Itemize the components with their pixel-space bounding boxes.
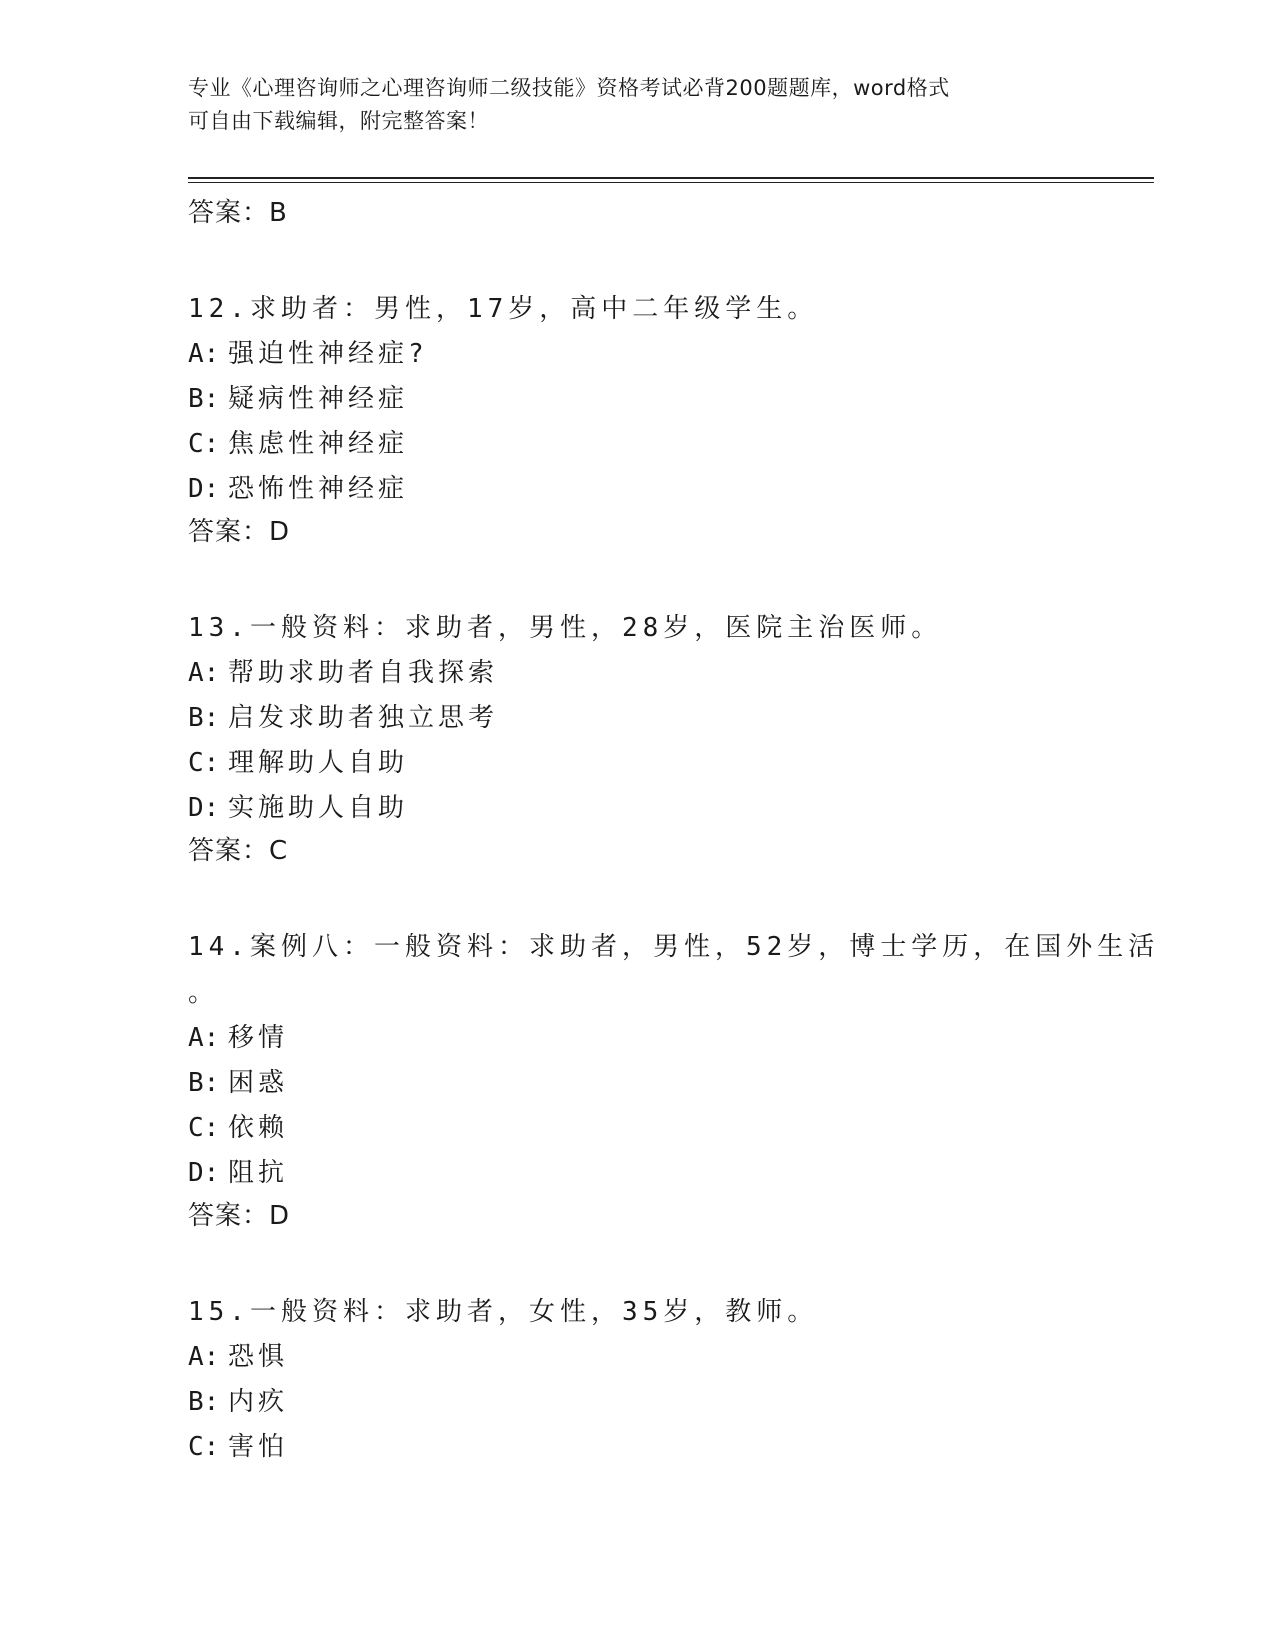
option-label: D: xyxy=(188,1158,220,1188)
option-a xyxy=(188,1335,1148,1380)
option-label: A: xyxy=(188,1342,220,1372)
option-text: 恐怖性神经症 xyxy=(228,474,409,504)
option-text: 强迫性神经症? xyxy=(228,339,428,369)
option-a xyxy=(188,651,1148,696)
option-c xyxy=(188,422,1148,467)
option-text: 理解助人自助 xyxy=(228,748,409,778)
header-divider-thin xyxy=(188,182,1154,183)
option-c xyxy=(188,1106,1148,1151)
option-label: B: xyxy=(188,384,220,414)
option-label: B: xyxy=(188,1068,220,1098)
option-text: 内疚 xyxy=(228,1387,289,1417)
question-stem-continuation: 。 xyxy=(188,978,215,1008)
header-line-1: 专业《心理咨询师之心理咨询师二级技能》资格考试必背200题题库，word格式 xyxy=(188,76,950,100)
option-b xyxy=(188,1061,1148,1106)
option-a xyxy=(188,332,1148,377)
option-a xyxy=(188,1016,1148,1061)
answer-line: 答案：D xyxy=(188,517,291,547)
question-stem: 14.案例八：一般资料：求助者，男性，52岁，博士学历，在国外生活 xyxy=(188,932,1160,962)
option-label: B: xyxy=(188,1387,220,1417)
option-label: C: xyxy=(188,1432,220,1462)
answer-line: 答案：D xyxy=(188,1201,291,1231)
option-b xyxy=(188,1380,1148,1425)
option-b xyxy=(188,377,1148,422)
question-stem: 13.一般资料：求助者，男性，28岁，医院主治医师。 xyxy=(188,613,943,643)
option-label: C: xyxy=(188,1113,220,1143)
option-c xyxy=(188,741,1148,786)
option-label: A: xyxy=(188,339,220,369)
option-text: 启发求助者独立思考 xyxy=(228,703,499,733)
option-label: C: xyxy=(188,429,220,459)
option-text: 恐惧 xyxy=(228,1342,289,1372)
option-text: 依赖 xyxy=(228,1113,289,1143)
option-label: D: xyxy=(188,474,220,504)
option-text: 实施助人自助 xyxy=(228,793,409,823)
option-text: 疑病性神经症 xyxy=(228,384,409,414)
question-stem: 12.求助者：男性，17岁，高中二年级学生。 xyxy=(188,294,819,324)
option-d xyxy=(188,467,1148,512)
option-text: 困惑 xyxy=(228,1068,289,1098)
option-d xyxy=(188,1151,1148,1196)
option-text: 焦虑性神经症 xyxy=(228,429,409,459)
question-stem: 15.一般资料：求助者，女性，35岁，教师。 xyxy=(188,1297,819,1327)
option-c xyxy=(188,1425,1148,1470)
option-label: B: xyxy=(188,703,220,733)
option-text: 害怕 xyxy=(228,1432,289,1462)
question-list xyxy=(188,193,1160,1470)
option-text: 帮助求助者自我探索 xyxy=(228,658,499,688)
question-item xyxy=(188,1290,1148,1470)
answer-line: 答案：B xyxy=(188,198,288,228)
question-item xyxy=(188,606,1148,874)
option-text: 移情 xyxy=(228,1023,289,1053)
header-line-2: 可自由下载编辑，附完整答案！ xyxy=(188,109,489,133)
document-header xyxy=(188,72,1068,138)
answer-line: 答案：C xyxy=(188,836,289,866)
question-item xyxy=(188,287,1148,555)
option-text: 阻抗 xyxy=(228,1158,289,1188)
option-label: A: xyxy=(188,658,220,688)
option-label: A: xyxy=(188,1023,220,1053)
option-label: D: xyxy=(188,793,220,823)
option-b xyxy=(188,696,1148,741)
question-item xyxy=(188,925,1160,1239)
option-d xyxy=(188,786,1148,831)
option-label: C: xyxy=(188,748,220,778)
header-divider-thick xyxy=(188,177,1154,179)
